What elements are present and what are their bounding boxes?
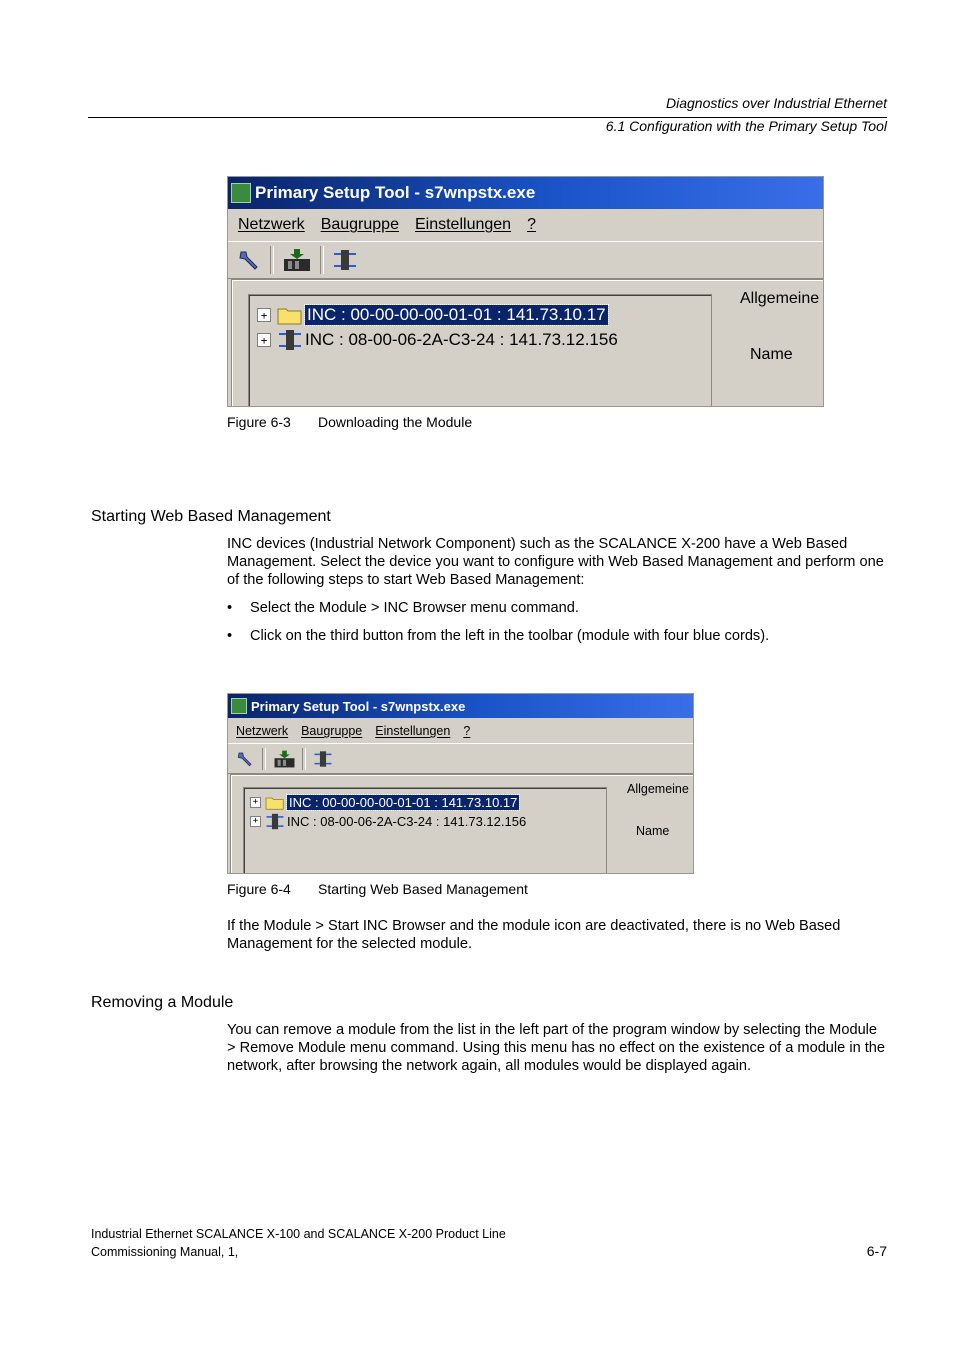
general-group-title: Allgemeine	[740, 290, 820, 307]
module-tree[interactable]	[248, 294, 712, 407]
figure-6-4-number: Figure 6-4	[227, 881, 291, 897]
section-web-management-paragraph: INC devices (Industrial Network Component) such as the SCALANCE X-200 have a Web Based Management. Select the device you want to configure with Web Based Management and perform one of the following steps to start Web Based Management:	[227, 536, 884, 588]
tree-row[interactable]	[250, 793, 519, 811]
menu-bar	[228, 720, 693, 742]
tree-row-label: INC : 00-00-00-00-01-01 : 141.73.10.17	[289, 794, 518, 810]
footer-product-line: Industrial Ethernet SCALANCE X-100 and SCALANCE X-200 Product Line	[91, 1227, 506, 1241]
section-title-web-management: Starting Web Based Management	[91, 508, 331, 525]
menu-baugruppe[interactable]: Baugruppe	[301, 724, 363, 738]
folder-icon	[277, 305, 303, 325]
module-icon[interactable]	[311, 747, 335, 771]
expand-icon[interactable]: +	[257, 308, 271, 322]
running-header-chapter: Diagnostics over Industrial Ethernet	[666, 95, 887, 111]
wrench-icon[interactable]	[233, 747, 257, 771]
toolbar	[228, 743, 693, 774]
menu-help[interactable]: ?	[463, 724, 471, 738]
bullet-item	[227, 599, 867, 619]
name-field-label: Name	[750, 346, 793, 363]
tree-row[interactable]	[257, 303, 608, 327]
bullet-symbol: •	[227, 600, 233, 616]
bullet-symbol: •	[227, 628, 233, 644]
window-title: Primary Setup Tool - s7wnpstx.exe	[255, 183, 536, 202]
menu-baugruppe[interactable]: Baugruppe	[320, 216, 399, 233]
bullet-text: Click on the third button from the left in the toolbar (module with four blue cords).	[250, 628, 770, 644]
content-pane	[231, 279, 824, 407]
module-icon	[277, 329, 303, 351]
general-group-title: Allgemeine	[627, 782, 689, 796]
footer-manual: Commissioning Manual, 1,	[91, 1245, 239, 1259]
figure-6-3-screenshot	[227, 176, 824, 407]
name-field-label: Name	[636, 824, 670, 838]
expand-icon[interactable]: +	[250, 797, 261, 808]
module-icon	[265, 813, 285, 830]
figure-6-4-screenshot	[227, 693, 694, 874]
deactivated-note-paragraph: If the Module > Start INC Browser and the module icon are deactivated, there is no Web Based Management for the selected module.	[227, 918, 841, 952]
expand-icon[interactable]: +	[257, 333, 271, 347]
toolbar	[228, 241, 823, 279]
tree-row-label: INC : 08-00-06-2A-C3-24 : 141.73.12.156	[287, 813, 527, 829]
window-title: Primary Setup Tool - s7wnpstx.exe	[251, 698, 466, 714]
window-titlebar	[228, 177, 823, 209]
section-removing-module-paragraph: You can remove a module from the list in the left part of the program window by selecting the Module > Remove Module menu command. Using this menu has no effect on the existence of a module in the network, after browsing the network again, all modules would be displayed again.	[227, 1022, 886, 1074]
tree-row[interactable]	[257, 328, 618, 352]
bullet-text: Select the Module > INC Browser menu command.	[250, 600, 579, 616]
module-icon[interactable]	[330, 245, 360, 275]
window-titlebar	[228, 694, 693, 718]
menu-netzwerk[interactable]: Netzwerk	[238, 216, 305, 233]
download-icon[interactable]	[271, 747, 297, 771]
tree-row[interactable]	[250, 812, 526, 830]
content-pane	[230, 774, 694, 874]
section-title-removing-module: Removing a Module	[91, 994, 234, 1011]
menu-einstellungen[interactable]: Einstellungen	[375, 724, 451, 738]
download-icon[interactable]	[280, 245, 314, 275]
module-tree[interactable]	[243, 787, 607, 874]
bullet-item	[227, 627, 867, 647]
menu-bar	[228, 211, 823, 239]
page-number: 6-7	[866, 1243, 887, 1259]
figure-6-3-caption: Downloading the Module	[318, 414, 473, 430]
expand-icon[interactable]: +	[250, 816, 261, 827]
menu-netzwerk[interactable]: Netzwerk	[236, 724, 289, 738]
app-icon	[231, 183, 251, 203]
app-icon	[231, 698, 247, 714]
figure-6-4-caption: Starting Web Based Management	[318, 881, 528, 897]
folder-icon	[265, 795, 285, 810]
wrench-icon[interactable]	[234, 245, 264, 275]
menu-einstellungen[interactable]: Einstellungen	[414, 216, 512, 233]
tree-row-label: INC : 00-00-00-00-01-01 : 141.73.10.17	[307, 305, 606, 324]
figure-6-3-number: Figure 6-3	[227, 414, 291, 430]
menu-help[interactable]: ?	[527, 216, 536, 233]
tree-row-label: INC : 08-00-06-2A-C3-24 : 141.73.12.156	[305, 330, 618, 349]
running-header-section: 6.1 Configuration with the Primary Setup Tool	[605, 118, 887, 134]
